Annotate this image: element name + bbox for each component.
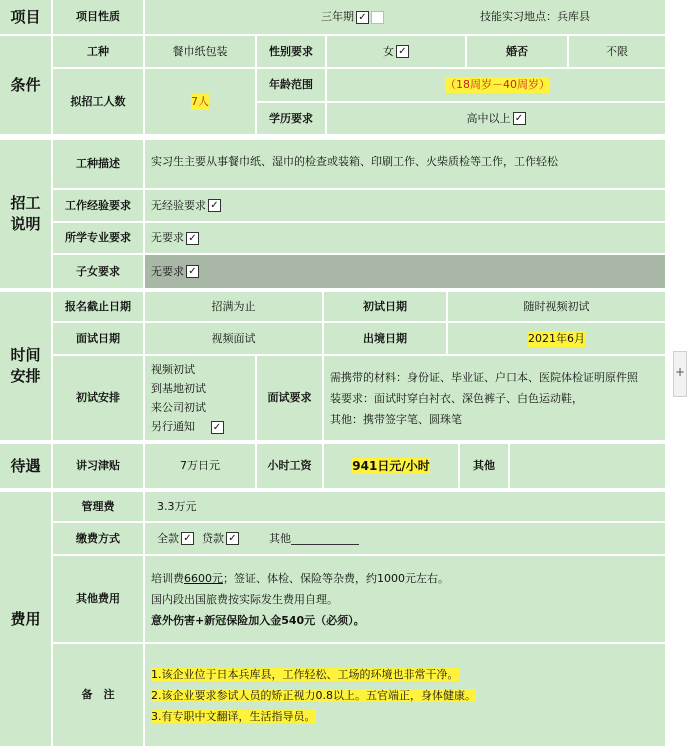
arrange-option: 到基地初试 bbox=[151, 382, 206, 395]
section-recruit bbox=[0, 140, 51, 288]
nature-checkbox-2[interactable] bbox=[371, 11, 384, 24]
job-type-value: 餐巾纸包装 bbox=[145, 36, 255, 67]
interview-value: 视频面试 bbox=[145, 323, 322, 354]
job-desc-label: 工种描述 bbox=[53, 140, 143, 188]
education-label: 学历要求 bbox=[257, 103, 325, 134]
deadline-label: 报名截止日期 bbox=[53, 292, 143, 321]
age-label: 年龄范围 bbox=[257, 69, 325, 101]
management-value: 3.3万元 bbox=[145, 492, 665, 521]
experience-label: 工作经验要求 bbox=[53, 190, 143, 221]
age-value: （18周岁－40周岁） bbox=[445, 78, 550, 91]
children-checkbox[interactable]: ✓ bbox=[186, 265, 199, 278]
gender-label: 性别要求 bbox=[257, 36, 325, 67]
other-fees-line bbox=[151, 568, 449, 589]
payment-loan: 贷款 bbox=[202, 531, 224, 545]
interview-req-line: 其他：携带签字笔、圆珠笔 bbox=[330, 412, 462, 426]
education-checkbox[interactable]: ✓ bbox=[513, 112, 526, 125]
location-label: 技能实习地点： bbox=[480, 10, 557, 23]
arrange-options bbox=[145, 356, 255, 440]
section-project: 项目 bbox=[0, 0, 51, 34]
section-recruit-text: 招工说明 bbox=[10, 194, 41, 233]
nature-value: 三年期 bbox=[321, 10, 354, 23]
arrange-option: 另行通知 bbox=[151, 420, 195, 433]
children-cell bbox=[145, 255, 665, 288]
gender-cell bbox=[327, 36, 465, 67]
training-fee-amount: 6600元 bbox=[184, 571, 223, 585]
experience-cell bbox=[145, 190, 665, 221]
headcount-label: 拟招工人数 bbox=[53, 69, 143, 134]
arrange-option: 视频初试 bbox=[151, 363, 195, 376]
payment-loan-checkbox[interactable]: ✓ bbox=[226, 532, 239, 545]
children-value: 无要求 bbox=[151, 264, 184, 278]
marital-label: 婚否 bbox=[467, 36, 567, 67]
hourly-value: 941日元/小时 bbox=[352, 459, 430, 473]
nature-label: 项目性质 bbox=[53, 0, 143, 34]
insurance-line: 意外伤害+新冠保险加入金540元（必须）。 bbox=[151, 613, 365, 627]
education-cell bbox=[327, 103, 665, 134]
payment-full-checkbox[interactable]: ✓ bbox=[181, 532, 194, 545]
deadline-value: 招满为止 bbox=[145, 292, 322, 321]
section-schedule-text: 时间安排 bbox=[10, 346, 41, 385]
remarks-label: 备 注 bbox=[53, 644, 143, 746]
other-pay-label: 其他 bbox=[460, 444, 508, 488]
interview-label: 面试日期 bbox=[53, 323, 143, 354]
management-label: 管理费 bbox=[53, 492, 143, 521]
nature-checkbox[interactable]: ✓ bbox=[356, 11, 369, 24]
other-fees-text bbox=[145, 556, 665, 642]
allowance-value: 7万日元 bbox=[145, 444, 255, 488]
first-test-value: 随时视频初试 bbox=[448, 292, 665, 321]
arrange-option-row bbox=[151, 417, 224, 436]
payment-other-field[interactable] bbox=[291, 532, 359, 545]
hourly-label: 小时工资 bbox=[257, 444, 322, 488]
allowance-label: 讲习津贴 bbox=[53, 444, 143, 488]
remark-item: 1.该企业位于日本兵库县，工作轻松、工场的环境也非常干净。 bbox=[151, 667, 459, 681]
major-checkbox[interactable]: ✓ bbox=[186, 232, 199, 245]
section-schedule bbox=[0, 292, 51, 440]
section-fees: 费用 bbox=[0, 492, 51, 746]
arrange-checkbox[interactable]: ✓ bbox=[211, 421, 224, 434]
payment-cell bbox=[145, 523, 665, 554]
major-cell bbox=[145, 223, 665, 253]
misc-fees: ；签证、体检、保险等杂费，约1000元左右。 bbox=[223, 571, 449, 585]
interview-req-text bbox=[324, 356, 665, 440]
remarks-text bbox=[145, 644, 665, 746]
experience-checkbox[interactable]: ✓ bbox=[208, 199, 221, 212]
gender-value: 女 bbox=[383, 44, 394, 58]
payment-full: 全款 bbox=[157, 531, 179, 545]
payment-label: 缴费方式 bbox=[53, 523, 143, 554]
major-value: 无要求 bbox=[151, 231, 184, 244]
job-desc-value: 实习生主要从事餐巾纸、湿巾的检查或装箱、印刷工作、火柴质检等工作，工作轻松 bbox=[145, 140, 665, 188]
departure-value: 2021年6月 bbox=[528, 331, 585, 345]
remark-item: 3.有专职中文翻译，生活指导员。 bbox=[151, 709, 316, 723]
gender-checkbox[interactable]: ✓ bbox=[396, 45, 409, 58]
hourly-cell bbox=[324, 444, 458, 488]
first-arrange-label: 初试安排 bbox=[53, 356, 143, 440]
travel-fee-line: 国内段出国旅费按实际发生费用自理。 bbox=[151, 592, 338, 606]
age-cell bbox=[327, 69, 665, 101]
major-label: 所学专业要求 bbox=[53, 223, 143, 253]
children-label: 子女要求 bbox=[53, 255, 143, 288]
expand-plus-button[interactable]: + bbox=[673, 351, 687, 397]
job-type-label: 工种 bbox=[53, 36, 143, 67]
experience-value: 无经验要求 bbox=[151, 198, 206, 212]
other-fees-label: 其他费用 bbox=[53, 556, 143, 642]
departure-label: 出境日期 bbox=[324, 323, 446, 354]
section-pay: 待遇 bbox=[0, 444, 51, 488]
headcount-value: 7人 bbox=[191, 94, 209, 108]
arrange-option: 来公司初试 bbox=[151, 401, 206, 414]
payment-other: 其他 bbox=[269, 531, 291, 545]
interview-req-line: 装要求：面试时穿白衬衣、深色裤子、白色运动鞋， bbox=[330, 391, 583, 405]
other-pay-value bbox=[510, 444, 665, 488]
headcount-cell bbox=[145, 69, 255, 134]
first-test-label: 初试日期 bbox=[324, 292, 446, 321]
departure-cell bbox=[448, 323, 665, 354]
remark-item: 2.该企业要求参试人员的矫正视力0.8以上。五官端正，身体健康。 bbox=[151, 688, 476, 702]
nature-cell bbox=[145, 0, 665, 34]
marital-value: 不限 bbox=[569, 36, 665, 67]
section-conditions: 条件 bbox=[0, 36, 51, 134]
interview-req-label: 面试要求 bbox=[257, 356, 322, 440]
interview-req-line: 需携带的材料：身份证、毕业证、户口本、医院体检证明原件照 bbox=[330, 370, 638, 384]
education-value: 高中以上 bbox=[466, 111, 511, 125]
location-value: 兵库县 bbox=[557, 10, 590, 23]
training-fee-label: 培训费 bbox=[151, 571, 184, 585]
